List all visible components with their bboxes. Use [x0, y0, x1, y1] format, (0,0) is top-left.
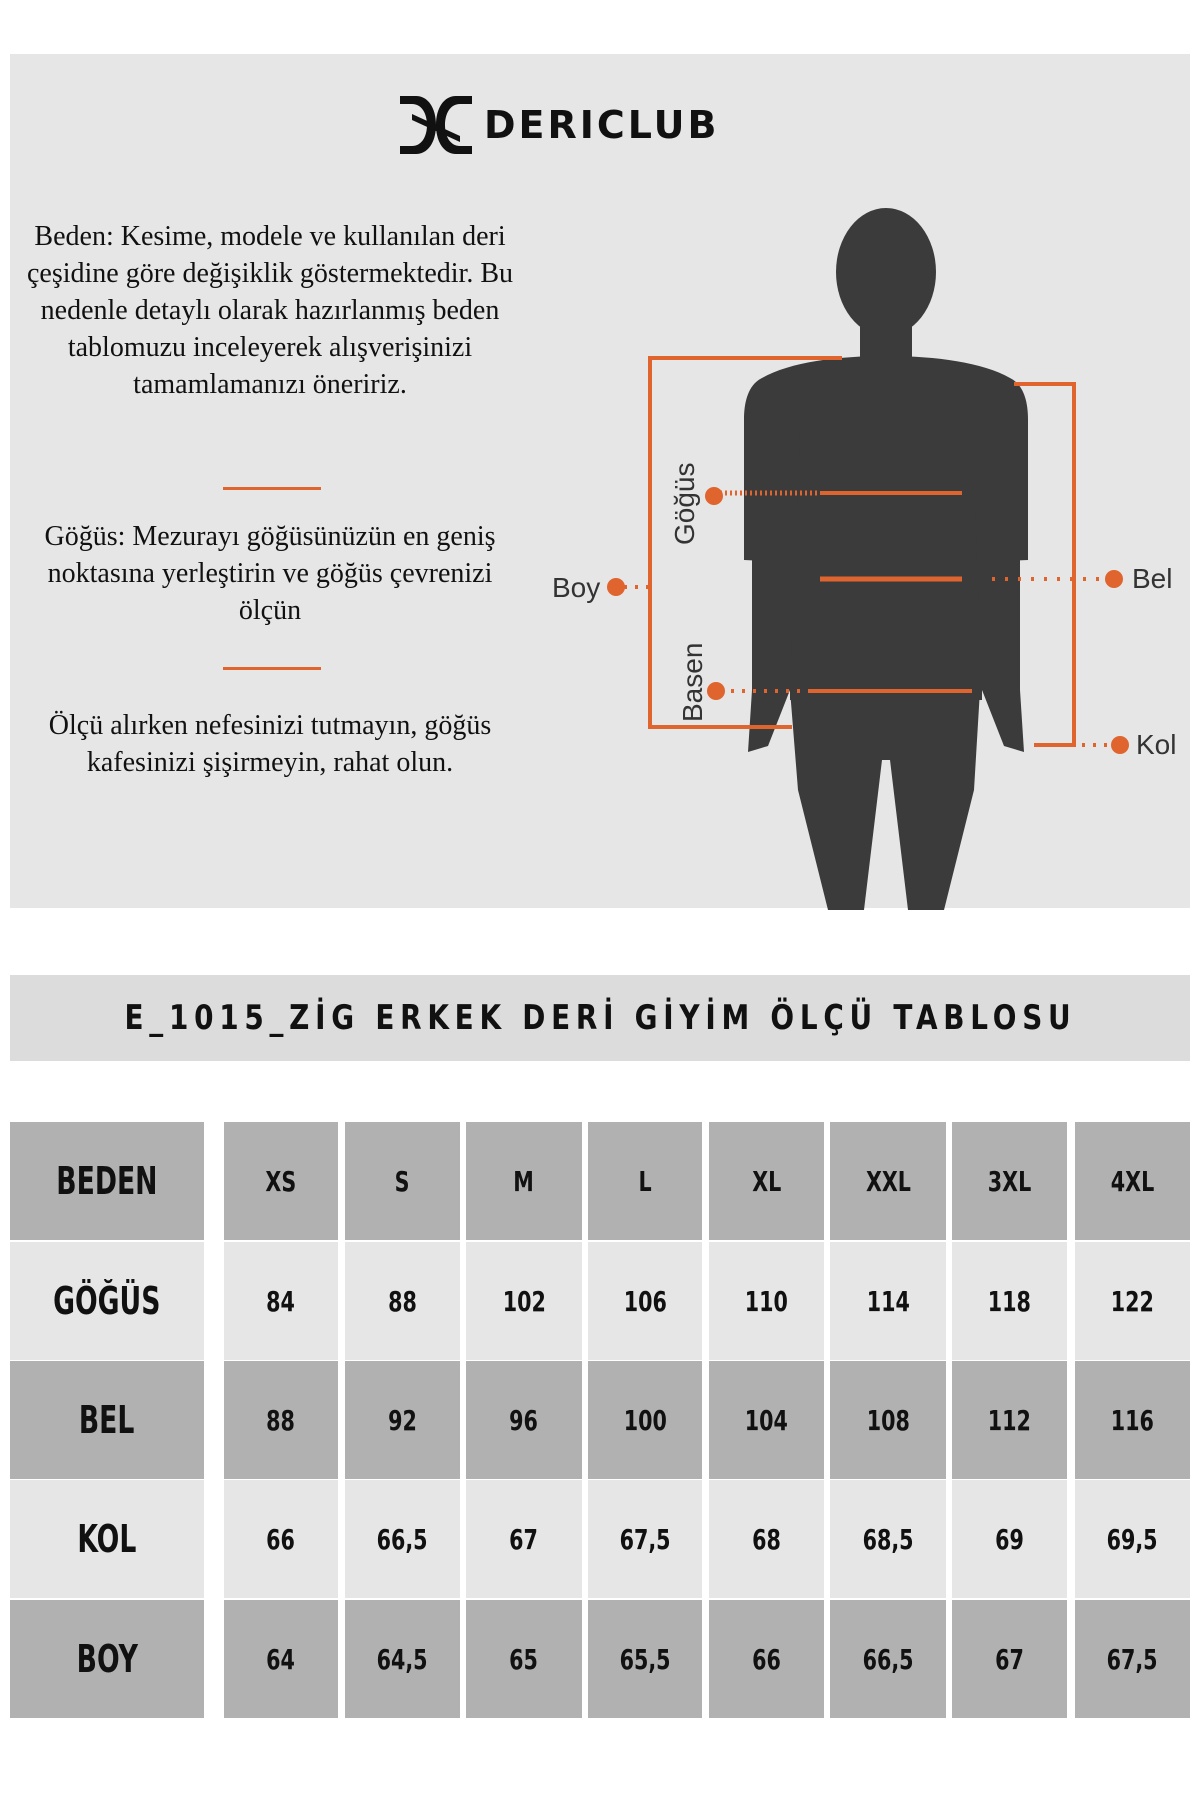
table-cell-text: 66 [752, 1642, 781, 1676]
table-cell-text: 116 [1110, 1403, 1155, 1437]
size-header-cell [709, 1122, 824, 1240]
info-paragraph-tip: Ölçü alırken nefesinizi tutmayın, göğüs kafesinizi şişirmeyin, rahat olun. [48, 710, 492, 778]
boy-label: Boy [552, 572, 601, 603]
table-cell [466, 1600, 582, 1718]
size-header-cell-text: L [638, 1164, 652, 1198]
table-cell-text: 66,5 [862, 1642, 914, 1676]
table-cell-text: 84 [266, 1284, 296, 1318]
table-cell [224, 1242, 338, 1360]
size-header-cell-text: 3XL [987, 1164, 1032, 1198]
table-cell-text: 69 [995, 1522, 1024, 1556]
table-cell [830, 1600, 946, 1718]
header-row-label [10, 1122, 204, 1240]
table-cell [952, 1242, 1067, 1360]
table-cell-text: 66 [266, 1522, 296, 1556]
table-cell [224, 1600, 338, 1718]
table-cell-text: 110 [744, 1284, 789, 1318]
bel-row-label-text: BEL [79, 1398, 135, 1442]
table-cell [830, 1480, 946, 1598]
size-header-cell [588, 1122, 702, 1240]
table-cell [224, 1480, 338, 1598]
table-cell-text: 64 [266, 1642, 296, 1676]
basen-marker [707, 682, 725, 700]
gogus-row-label [10, 1242, 204, 1360]
table-cell-text: 102 [502, 1284, 546, 1318]
table-cell [466, 1242, 582, 1360]
brand-name: DERICLUB [484, 103, 720, 147]
size-header-cell-text: S [395, 1164, 410, 1198]
size-header-cell-text: XXL [865, 1164, 911, 1198]
table-cell-text: 96 [509, 1403, 539, 1437]
size-header-cell-text: XL [751, 1164, 782, 1198]
table-cell [709, 1600, 824, 1718]
table-cell [1075, 1600, 1190, 1718]
table-cell-text: 104 [744, 1403, 789, 1437]
gogus-row-label-text: GÖĞÜS [53, 1279, 161, 1323]
table-cell-text: 122 [1110, 1284, 1155, 1318]
table-cell-text: 108 [866, 1403, 910, 1437]
table-cell-text: 65,5 [619, 1642, 671, 1676]
size-header-cell [345, 1122, 460, 1240]
bel-marker [1105, 570, 1123, 588]
table-cell [952, 1600, 1067, 1718]
table-cell [952, 1480, 1067, 1598]
table-cell-text: 92 [388, 1403, 417, 1437]
table-cell-text: 67 [995, 1642, 1024, 1676]
table-cell [588, 1361, 702, 1479]
table-cell [1075, 1242, 1190, 1360]
table-cell [345, 1242, 460, 1360]
table-cell [588, 1242, 702, 1360]
table-cell-text: 68 [752, 1522, 781, 1556]
table-cell [224, 1361, 338, 1479]
table-cell [709, 1480, 824, 1598]
kol-row-label [10, 1480, 204, 1598]
table-title: E_1015_ZİG ERKEK DERİ GİYİM ÖLÇÜ TABLOSU [124, 998, 1076, 1038]
table-cell [345, 1480, 460, 1598]
table-cell [466, 1480, 582, 1598]
table-cell [588, 1600, 702, 1718]
table-cell [709, 1361, 824, 1479]
table-cell-text: 112 [987, 1403, 1032, 1437]
table-cell-text: 64,5 [377, 1642, 428, 1676]
table-cell-text: 67,5 [619, 1522, 671, 1556]
size-header-cell [466, 1122, 582, 1240]
info-paragraph-beden: Beden: Kesime, modele ve kullanılan deri çeşidine göre değişiklik göstermektedir. Bu nedenle detaylı olarak hazırlanmış beden tablomuzu inceleyerek alışverişinizi tamamlamanızı öneririz. [26, 221, 513, 400]
boy-marker [607, 578, 625, 596]
gogus-label: Göğüs [669, 462, 700, 545]
table-cell [588, 1480, 702, 1598]
table-cell [830, 1242, 946, 1360]
size-header-cell [952, 1122, 1067, 1240]
table-cell-text: 88 [266, 1403, 296, 1437]
table-cell-text: 69,5 [1107, 1522, 1158, 1556]
table-cell-text: 67,5 [1107, 1642, 1158, 1676]
table-cell [345, 1600, 460, 1718]
size-table [10, 1122, 1190, 1718]
table-cell-text: 106 [623, 1284, 667, 1318]
table-cell-text: 88 [388, 1284, 417, 1318]
table-cell-text: 118 [987, 1284, 1032, 1318]
size-header-cell [1075, 1122, 1190, 1240]
table-cell [1075, 1480, 1190, 1598]
table-cell [1075, 1361, 1190, 1479]
size-header-cell-text: M [513, 1164, 535, 1198]
bel-label: Bel [1132, 563, 1173, 594]
size-header-cell [830, 1122, 946, 1240]
table-cell-text: 68,5 [862, 1522, 914, 1556]
size-header-cell [224, 1122, 338, 1240]
table-cell [466, 1361, 582, 1479]
gogus-marker [705, 487, 723, 505]
table-cell-text: 65 [509, 1642, 539, 1676]
boy-row-label [10, 1600, 204, 1718]
size-header-cell-text: XS [265, 1164, 297, 1198]
info-paragraph-gogus: Göğüs: Mezurayı göğüsünüzün en geniş noktasına yerleştirin ve göğüs çevrenizi ölçün [44, 521, 496, 626]
table-cell-text: 100 [623, 1403, 667, 1437]
boy-row-label-text: BOY [76, 1637, 138, 1681]
table-cell [345, 1361, 460, 1479]
table-title-bar [10, 975, 1190, 1061]
table-cell [952, 1361, 1067, 1479]
kol-row-label-text: KOL [77, 1517, 137, 1561]
kol-label: Kol [1136, 729, 1177, 760]
table-cell [709, 1242, 824, 1360]
basen-label: Basen [677, 642, 708, 722]
kol-marker [1111, 736, 1129, 754]
table-cell-text: 67 [509, 1522, 539, 1556]
table-cell [830, 1361, 946, 1479]
table-cell-text: 66,5 [377, 1522, 428, 1556]
size-header-cell-text: 4XL [1110, 1164, 1155, 1198]
silhouette [744, 208, 1028, 910]
bel-row-label [10, 1361, 204, 1479]
header-row-label-text: BEDEN [56, 1159, 158, 1203]
table-cell-text: 114 [866, 1284, 910, 1318]
